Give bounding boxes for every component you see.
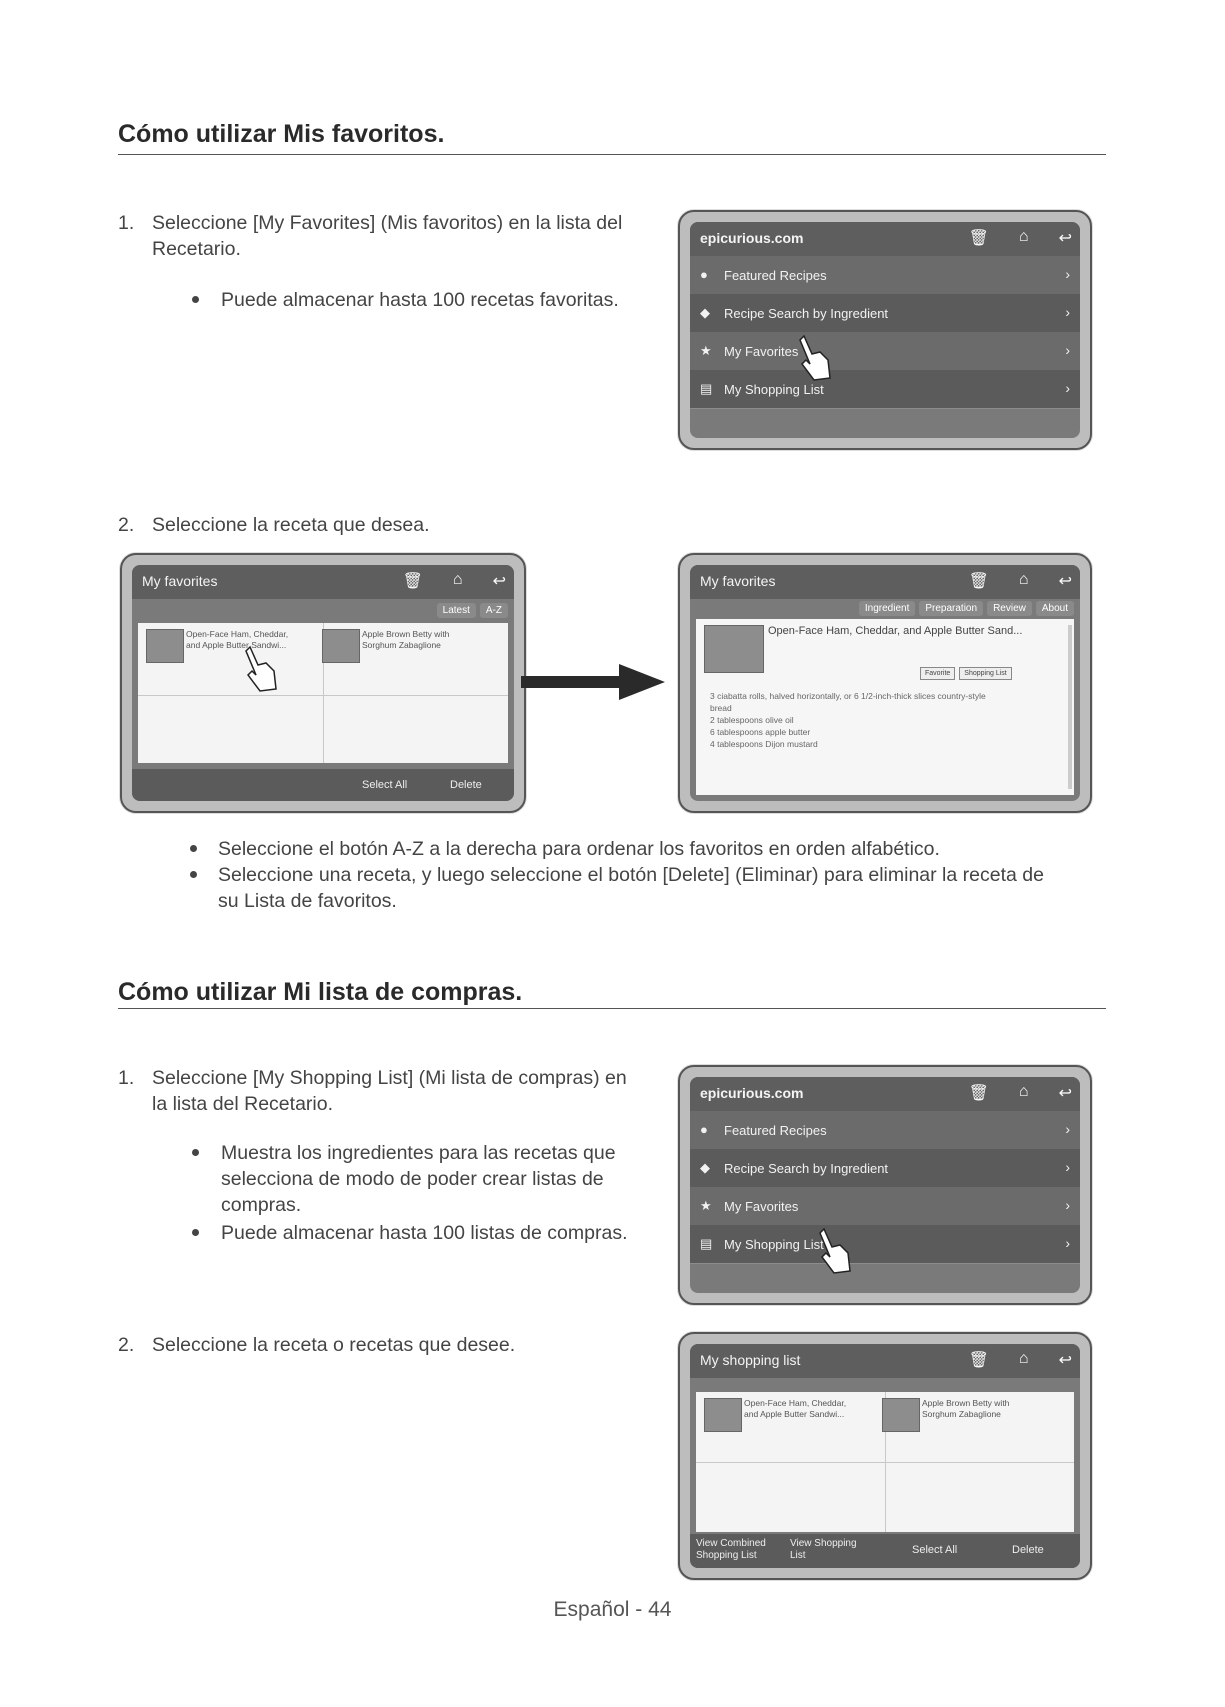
menu-item-shopping[interactable] [690,370,1080,409]
trash-icon[interactable]: 🗑 [402,573,423,590]
trash-icon[interactable]: 🗑 [968,1085,989,1102]
tab-ingredient[interactable]: Ingredient [859,601,915,616]
ingredient-line: 3 ciabatta rolls, halved horizontally, or 6 1/2-inch-thick slices country-style [710,691,986,701]
favorites-grid [138,623,508,763]
screen-title: My shopping list [700,1352,801,1368]
menu-item-label: Featured Recipes [724,1123,827,1138]
chef-icon: ● [700,267,708,282]
bullet-text-line3: compras. [221,1194,302,1216]
menu-item-shopping[interactable] [690,1225,1080,1264]
recipe-tabs [859,601,1074,616]
list-icon: ▤ [700,381,713,396]
chevron-right-icon: › [1065,1159,1070,1175]
bullet-dot [192,1229,199,1236]
select-all-button[interactable]: Select All [362,779,408,791]
recipe-thumbnail[interactable] [704,1398,742,1432]
bullet-favorites-limit [192,287,672,313]
trash-icon[interactable]: 🗑 [968,230,989,247]
shopping-grid [696,1392,1074,1532]
step-2-favorites [118,512,658,540]
step-text: Seleccione la receta que desea. [152,514,430,536]
recipe-photo [704,625,764,673]
menu-item-featured[interactable] [690,1111,1080,1150]
bullet-dot [192,296,199,303]
menu-item-label: My Favorites [724,1199,799,1214]
basket-icon: ◆ [700,305,710,320]
screen-title: My favorites [700,573,776,589]
chevron-right-icon: › [1065,1197,1070,1213]
select-all-button[interactable]: Select All [912,1544,958,1556]
bullet-text-line1: Seleccione una receta, y luego seleccione el botón [Delete] (Eliminar) para eliminar la receta de [218,864,1044,886]
menu-item-favorites[interactable] [690,332,1080,371]
step-text-line1: Seleccione [My Favorites] (Mis favoritos) en la lista del [152,212,623,234]
menu-item-label: Recipe Search by Ingredient [724,1161,889,1176]
bullet-shopping-limit [192,1220,672,1246]
app-topbar [690,1344,1080,1378]
hand-pointer-icon [798,334,832,382]
chevron-right-icon: › [1065,1235,1070,1251]
back-icon[interactable]: ↩ [1058,230,1072,247]
chevron-right-icon: › [1065,342,1070,358]
back-icon[interactable]: ↩ [1058,573,1072,590]
recipe-title-line1: Apple Brown Betty with [922,1398,1010,1408]
menu-item-favorites[interactable] [690,1187,1080,1226]
recipe-thumbnail[interactable] [146,629,184,663]
chef-icon: ● [700,1122,708,1137]
hand-pointer-icon [244,645,278,693]
favorite-button[interactable]: Favorite [920,667,955,680]
menu-item-label: My Favorites [724,344,799,359]
brand-title: epicurious.com [700,1085,804,1101]
bullet-text-line2: selecciona de modo de poder crear listas de [221,1168,604,1190]
delete-button[interactable]: Delete [450,779,482,791]
bullet-text-line2: su Lista de favoritos. [218,890,397,912]
scrollbar[interactable] [1068,625,1072,789]
sort-latest-button[interactable]: Latest [437,603,476,618]
trash-icon[interactable]: 🗑 [968,573,989,590]
ingredient-line: bread [710,703,732,713]
menu-item-label: My Shopping List [724,1237,824,1252]
recipe-title: Open-Face Ham, Cheddar, and Apple Butter Sand... [768,625,1023,637]
tab-preparation[interactable]: Preparation [919,601,983,616]
recipe-card-1[interactable] [744,1398,846,1420]
recipe-title-line1: Apple Brown Betty with [362,629,450,639]
sort-az-button[interactable]: A-Z [480,603,508,618]
recipe-detail-panel [696,619,1074,795]
step-number: 2. [118,514,135,536]
back-icon[interactable]: ↩ [1058,1085,1072,1102]
back-icon[interactable]: ↩ [1058,1352,1072,1369]
arrow-shaft [521,676,621,688]
app-topbar [690,565,1080,599]
arrow-right-icon [619,664,665,700]
recipe-title-line2: and Apple Butter Sandwi... [744,1409,845,1419]
chevron-right-icon: › [1065,266,1070,282]
back-icon[interactable]: ↩ [492,573,506,590]
chevron-right-icon: › [1065,1121,1070,1137]
step-1-favorites [118,210,658,266]
tab-about[interactable]: About [1036,601,1074,616]
bullet-delete [190,862,1120,914]
shopping-list-button[interactable]: Shopping List [959,667,1011,680]
bullet-text: Seleccione el botón A-Z a la derecha para ordenar los favoritos en orden alfabético. [218,838,940,860]
recipe-title-line2: and Apple Butter Sandwi... [186,640,287,650]
sort-buttons [437,603,508,618]
ingredient-line: 4 tablespoons Dijon mustard [710,739,818,749]
view-combined-button[interactable]: View Combined Shopping List [696,1538,766,1561]
bullet-text: Puede almacenar hasta 100 recetas favoritas. [221,289,619,311]
star-icon: ★ [700,1198,712,1213]
recipe-title-line1: Open-Face Ham, Cheddar, [186,629,289,639]
menu-item-label: Recipe Search by Ingredient [724,306,889,321]
hand-pointer-icon [818,1227,852,1275]
home-icon[interactable]: ⌂ [1018,228,1029,245]
brand-title: epicurious.com [700,230,804,246]
step-text-line2: la lista del Recetario. [152,1093,334,1115]
recipe-thumbnail[interactable] [882,1398,920,1432]
bullet-dot [192,1149,199,1156]
step-text: Seleccione la receta o recetas que desee. [152,1334,516,1356]
view-shopping-list-button[interactable]: View Shopping List [790,1538,857,1561]
home-icon[interactable]: ⌂ [452,571,463,588]
screenshot-menu-favorites [678,210,1092,450]
home-icon[interactable]: ⌂ [1018,571,1029,588]
section-rule [118,154,1106,155]
star-icon: ★ [700,343,712,358]
bullet-shopping-ingredients [192,1140,672,1218]
tab-review[interactable]: Review [987,601,1032,616]
recipe-title-line2: Sorghum Zabaglione [922,1409,1001,1419]
screenshot-menu-shopping [678,1065,1092,1305]
recipe-card-2[interactable] [922,1398,1009,1420]
section-title-favorites: Cómo utilizar Mis favoritos. [118,120,445,148]
menu-item-search[interactable] [690,1149,1080,1188]
list-icon: ▤ [700,1236,713,1251]
step-text-line1: Seleccione [My Shopping List] (Mi lista de compras) en [152,1067,627,1089]
screenshot-recipe-detail [678,553,1092,813]
bullet-dot [190,845,197,852]
screenshot-favorites-list [120,553,526,813]
app-topbar [690,222,1080,256]
step-number: 1. [118,1067,135,1089]
basket-icon: ◆ [700,1160,710,1175]
bottom-toolbar [132,769,514,801]
screen-title: My favorites [142,573,218,589]
screenshot-shopping-list [678,1332,1092,1580]
step-number: 2. [118,1334,135,1356]
ingredient-line: 2 tablespoons olive oil [710,715,794,725]
bullet-dot [190,871,197,878]
bullet-text-line1: Muestra los ingredientes para las recetas que [221,1142,616,1164]
recipe-thumbnail[interactable] [322,629,360,663]
delete-button[interactable]: Delete [1012,1544,1044,1556]
page-footer: Español - 44 [553,1598,672,1621]
section-rule [118,1008,1106,1009]
ingredient-line: 6 tablespoons apple butter [710,727,811,737]
menu-item-featured[interactable] [690,256,1080,295]
chevron-right-icon: › [1065,380,1070,396]
step-1-shopping [118,1065,678,1121]
chevron-right-icon: › [1065,304,1070,320]
bottom-toolbar [690,1534,1080,1568]
bullet-sort-az [190,836,1120,862]
menu-item-label: Featured Recipes [724,268,827,283]
section-title-shopping: Cómo utilizar Mi lista de compras. [118,978,523,1006]
menu-item-label: My Shopping List [724,382,824,397]
step-2-shopping [118,1332,658,1360]
recipe-title-line2: Sorghum Zabaglione [362,640,441,650]
home-icon[interactable]: ⌂ [1018,1083,1029,1100]
recipe-title-line1: Open-Face Ham, Cheddar, [744,1398,847,1408]
app-topbar [690,1077,1080,1111]
step-text-line2: Recetario. [152,238,241,260]
step-number: 1. [118,212,135,234]
trash-icon[interactable]: 🗑 [968,1352,989,1369]
bullet-text: Puede almacenar hasta 100 listas de compras. [221,1222,628,1244]
recipe-card-2[interactable] [362,629,449,651]
app-topbar [132,565,514,599]
menu-item-search[interactable] [690,294,1080,333]
home-icon[interactable]: ⌂ [1018,1350,1029,1367]
